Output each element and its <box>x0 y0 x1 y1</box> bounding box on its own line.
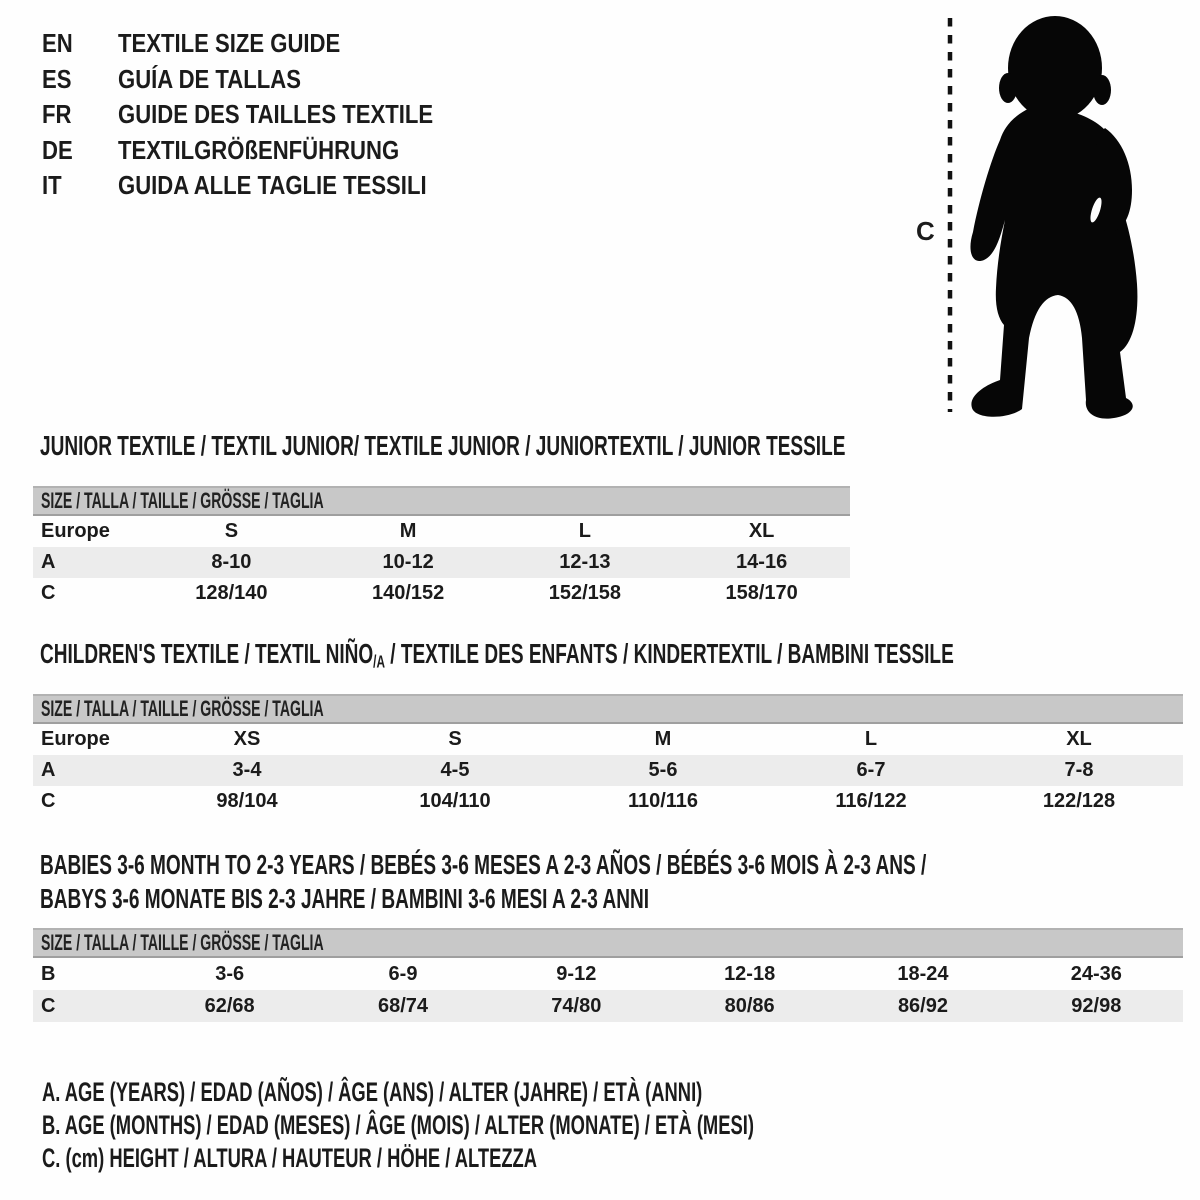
babies-size-header-bar: SIZE / TALLA / TAILLE / GRÖSSE / TAGLIA <box>33 928 1183 958</box>
children-size-header-bar: SIZE / TALLA / TAILLE / GRÖSSE / TAGLIA <box>33 694 1183 724</box>
lang-code-fr: FR <box>42 99 72 130</box>
lang-code-de: DE <box>42 134 73 165</box>
row-label: B <box>41 962 56 985</box>
toddler-silhouette-figure <box>905 8 1155 420</box>
row-label: A <box>41 551 56 573</box>
lang-code-en: EN <box>42 28 73 59</box>
age-months-value: 12-18 <box>724 962 776 985</box>
silhouette-head <box>1008 16 1102 120</box>
size-col-header: XL <box>748 520 775 542</box>
junior-size-header-bar: SIZE / TALLA / TAILLE / GRÖSSE / TAGLIA <box>33 486 850 516</box>
height-value: 128/140 <box>195 582 268 604</box>
age-value: 12-13 <box>559 551 611 573</box>
height-value: 152/158 <box>548 582 622 604</box>
age-value: 5-6 <box>648 759 678 781</box>
lang-title-es: GUÍA DE TALLAS <box>118 63 301 94</box>
lang-title-en: TEXTILE SIZE GUIDE <box>118 28 341 59</box>
lang-row-fr <box>42 97 489 133</box>
row-label: C <box>41 582 56 604</box>
size-col-header: L <box>864 728 878 750</box>
figure-height-label: C <box>916 216 935 246</box>
legend-line-a: A. AGE (YEARS) / EDAD (AÑOS) / ÂGE (ANS) / ALTER (JAHRE) / ETÀ (ANNI) <box>42 1077 703 1107</box>
junior-table <box>33 516 850 609</box>
junior-section-title: JUNIOR TEXTILE / TEXTIL JUNIOR/ TEXTILE JUNIOR / JUNIORTEXTIL / JUNIOR TESSILE <box>40 430 846 461</box>
size-col-header: S <box>448 728 462 750</box>
lang-code-es: ES <box>42 63 72 94</box>
size-col-header: L <box>578 520 591 542</box>
row-label: Europe <box>41 520 110 542</box>
height-value: 116/122 <box>835 790 907 812</box>
table-row <box>33 958 1183 990</box>
table-row <box>33 990 1183 1022</box>
height-value: 80/86 <box>724 994 775 1017</box>
age-value: 8-10 <box>211 551 252 573</box>
age-value: 3-4 <box>232 759 262 781</box>
height-value: 74/80 <box>551 994 602 1017</box>
lang-row-de <box>42 133 489 169</box>
babies-section-title-line2: BABYS 3-6 MONATE BIS 2-3 JAHRE / BAMBINI 3-6 MESI A 2-3 ANNI <box>40 883 650 914</box>
lang-row-it <box>42 168 489 204</box>
height-value: 98/104 <box>216 790 278 812</box>
size-col-header: S <box>224 520 239 542</box>
lang-row-es <box>42 62 489 98</box>
age-months-value: 9-12 <box>556 962 597 985</box>
silhouette-ear-right <box>1093 75 1111 105</box>
height-value: 158/170 <box>725 582 798 604</box>
height-value: 68/74 <box>377 994 429 1017</box>
language-title-block <box>42 26 489 204</box>
table-row <box>33 578 850 609</box>
height-value: 110/116 <box>627 790 699 812</box>
height-value: 140/152 <box>371 582 445 604</box>
height-value: 86/92 <box>897 994 948 1017</box>
title-subscript: /A <box>373 651 385 672</box>
age-months-value: 24-36 <box>1070 962 1122 985</box>
lang-title-it: GUIDA ALLE TAGLIE TESSILI <box>118 170 427 201</box>
size-col-header: XL <box>1066 728 1092 750</box>
babies-table <box>33 958 1183 1022</box>
age-months-value: 18-24 <box>897 962 949 985</box>
row-label: Europe <box>41 728 110 750</box>
row-label: C <box>41 994 56 1017</box>
age-value: 7-8 <box>1064 759 1094 781</box>
legend-block <box>42 1076 1089 1175</box>
lang-title-fr: GUIDE DES TAILLES TEXTILE <box>118 99 434 130</box>
age-months-value: 6-9 <box>388 962 418 985</box>
babies-section-title-line1: BABIES 3-6 MONTH TO 2-3 YEARS / BEBÉS 3-6 MESES A 2-3 AÑOS / BÉBÉS 3-6 MOIS À 2-3 ANS / <box>40 849 927 880</box>
table-row <box>33 516 850 547</box>
lang-code-it: IT <box>42 170 62 201</box>
legend-line-b: B. AGE (MONTHS) / EDAD (MESES) / ÂGE (MOIS) / ALTER (MONATE) / ETÀ (MESI) <box>42 1110 754 1140</box>
age-value: 4-5 <box>440 759 470 781</box>
age-value: 6-7 <box>856 759 886 781</box>
lang-title-de: TEXTILGRÖßENFÜHRUNG <box>118 134 400 165</box>
size-col-header: XS <box>233 728 261 750</box>
table-row <box>33 547 850 578</box>
legend-line-c: C. (cm) HEIGHT / ALTURA / HAUTEUR / HÖHE / ALTEZZA <box>42 1143 538 1173</box>
age-months-value: 3-6 <box>215 962 245 985</box>
size-col-header: M <box>399 520 417 542</box>
height-value: 122/128 <box>1042 790 1116 812</box>
age-value: 10-12 <box>382 551 434 573</box>
height-value: 62/68 <box>204 994 255 1017</box>
silhouette-ear-left <box>999 73 1017 103</box>
age-value: 14-16 <box>736 551 788 573</box>
table-row <box>33 786 1183 817</box>
table-row <box>33 755 1183 786</box>
table-row <box>33 724 1183 755</box>
lang-row-en <box>42 26 489 62</box>
row-label: C <box>41 790 56 812</box>
children-section-title: CHILDREN'S TEXTILE / TEXTIL NIÑO/A / TEXTILE DES ENFANTS / KINDERTEXTIL / BAMBINI TESSILE <box>40 638 954 672</box>
size-col-header: M <box>654 728 672 750</box>
height-value: 104/110 <box>419 790 491 812</box>
height-value: 92/98 <box>1071 994 1122 1017</box>
children-table <box>33 724 1183 817</box>
row-label: A <box>41 759 56 781</box>
